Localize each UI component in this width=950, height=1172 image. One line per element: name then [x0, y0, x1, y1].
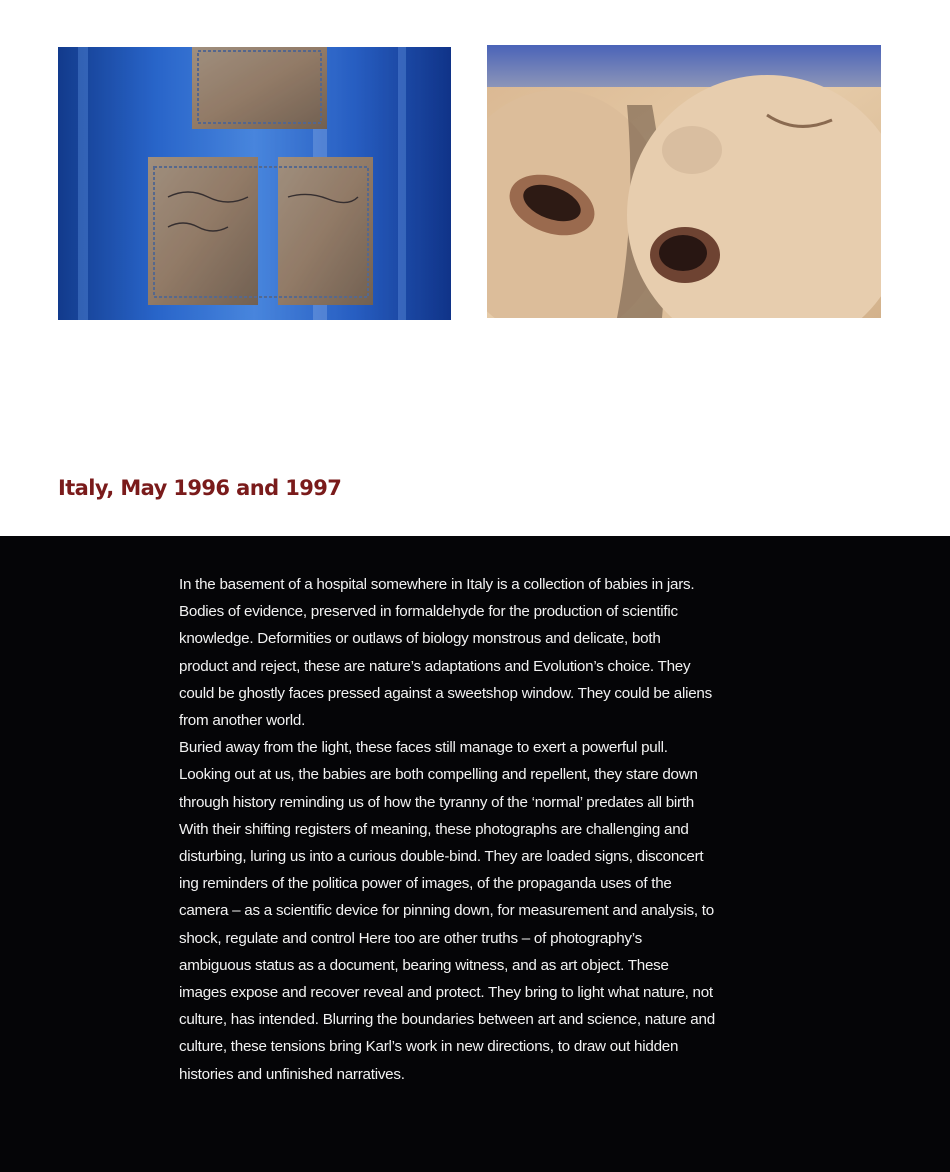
essay-line: disturbing, luring us into a curious double-bind. They are loaded signs, disconcert	[179, 848, 704, 866]
essay-line: culture, has intended. Blurring the boundaries between art and science, nature and	[179, 1011, 715, 1029]
essay-line: Buried away from the light, these faces still manage to exert a powerful pull.	[179, 739, 668, 757]
essay-panel	[0, 536, 950, 1172]
essay-body	[179, 571, 779, 1088]
specimen-label-image	[58, 47, 451, 320]
essay-line: product and reject, these are nature’s adaptations and Evolution’s choice. They	[179, 657, 691, 675]
essay-line: ambiguous status as a document, bearing witness, and as art object. These	[179, 956, 669, 974]
essay-line: through history reminding us of how the tyranny of the ‘normal’ predates all birth	[179, 793, 694, 811]
essay-line: With their shifting registers of meaning, these photographs are challenging and	[179, 820, 689, 838]
section-heading: Italy, May 1996 and 1997	[58, 476, 342, 500]
essay-line: shock, regulate and control Here too are other truths – of photography’s	[179, 929, 642, 947]
essay-line: knowledge. Deformities or outlaws of biology monstrous and delicate, both	[179, 630, 661, 648]
infant-faces-photo	[487, 45, 881, 318]
specimen-label-photo	[58, 47, 451, 320]
essay-line: from another world.	[179, 712, 306, 730]
essay-line: camera – as a scientific device for pinning down, for measurement and analysis, to	[179, 902, 714, 920]
essay-line: histories and unfinished narratives.	[179, 1065, 405, 1083]
essay-line: In the basement of a hospital somewhere in Italy is a collection of babies in jars.	[179, 576, 695, 593]
essay-line: Bodies of evidence, preserved in formaldehyde for the production of scientific	[179, 603, 678, 621]
essay-line: ing reminders of the politica power of images, of the propaganda uses of the	[179, 875, 672, 893]
infant-faces-image	[487, 45, 881, 318]
essay-line: images expose and recover reveal and protect. They bring to light what nature, not	[179, 984, 713, 1002]
essay-line: Looking out at us, the babies are both compelling and repellent, they stare down	[179, 766, 698, 784]
essay-line: could be ghostly faces pressed against a sweetshop window. They could be aliens	[179, 684, 712, 702]
essay-line: culture, these tensions bring Karl’s work in new directions, to draw out hidden	[179, 1038, 679, 1056]
